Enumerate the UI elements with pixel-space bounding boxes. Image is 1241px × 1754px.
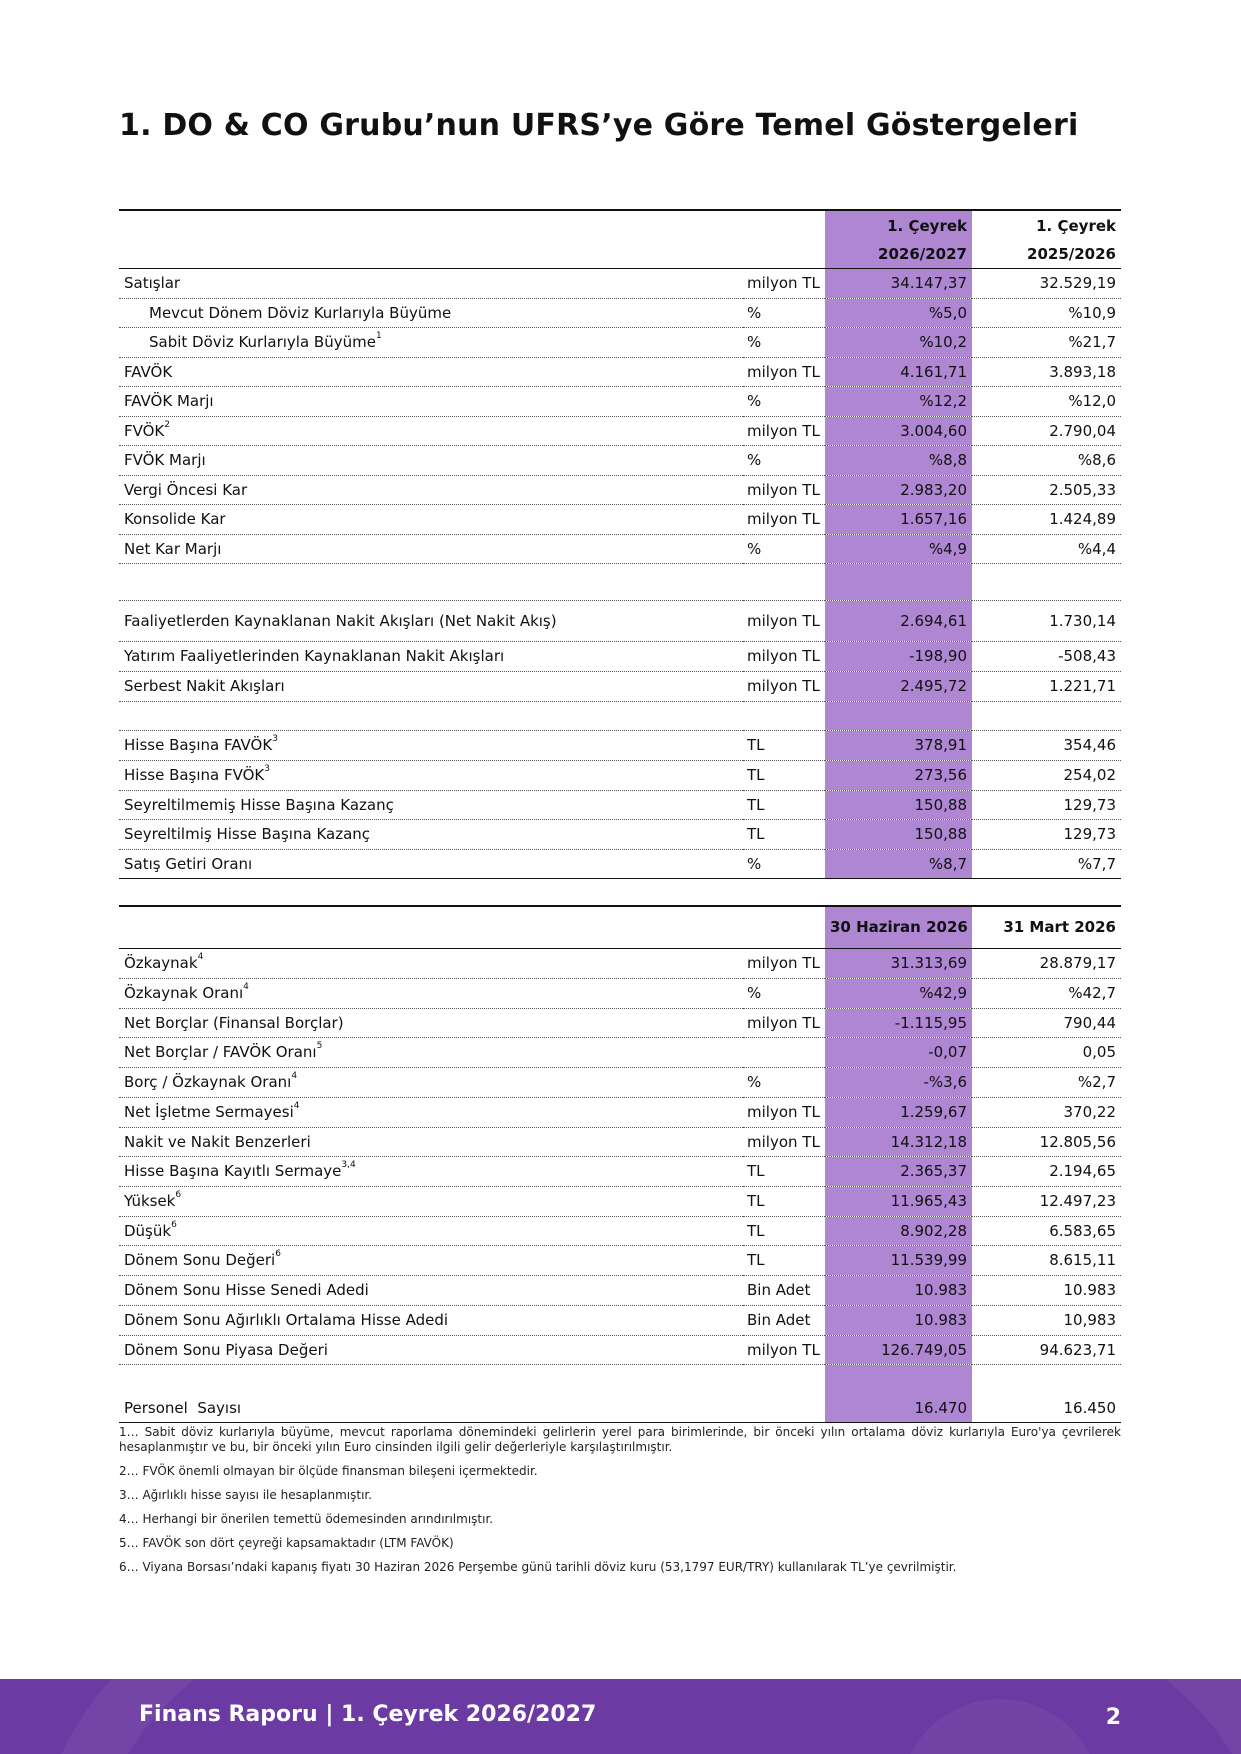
header-blank bbox=[119, 907, 743, 948]
row-label-text: Sabit Döviz Kurlarıyla Büyüme bbox=[149, 333, 376, 351]
row-current-value: %12,2 bbox=[825, 386, 972, 416]
row-current-value: 126.749,05 bbox=[825, 1335, 972, 1364]
row-unit: Bin Adet bbox=[743, 1275, 825, 1305]
footnote-marker: 4 bbox=[293, 1101, 300, 1111]
row-unit: % bbox=[743, 386, 825, 416]
spacer-cell bbox=[825, 1364, 972, 1394]
spacer-cell bbox=[119, 701, 743, 730]
row-label: Net Borçlar (Finansal Borçlar) bbox=[119, 1008, 743, 1037]
row-previous-value: 354,46 bbox=[972, 730, 1121, 760]
table-row bbox=[119, 1186, 1121, 1216]
spacer-row bbox=[119, 701, 1121, 730]
row-label: Dönem Sonu Hisse Senedi Adedi bbox=[119, 1275, 743, 1305]
table-row bbox=[119, 534, 1121, 563]
row-current-value: 31.313,69 bbox=[825, 948, 972, 978]
table-row bbox=[119, 1008, 1121, 1037]
table-row bbox=[119, 760, 1121, 790]
spacer-row bbox=[119, 563, 1121, 600]
row-current-value: %8,8 bbox=[825, 445, 972, 475]
row-unit: milyon TL bbox=[743, 475, 825, 504]
header-blank bbox=[743, 211, 825, 240]
table-row bbox=[119, 386, 1121, 416]
row-previous-value: 1.424,89 bbox=[972, 504, 1121, 534]
page-title: 1. DO & CO Grubu’nun UFRS’ye Göre Temel Göstergeleri bbox=[119, 108, 1079, 143]
row-previous-value: 129,73 bbox=[972, 819, 1121, 849]
row-previous-value: %4,4 bbox=[972, 534, 1121, 563]
table-row bbox=[119, 1305, 1121, 1335]
table-row bbox=[119, 978, 1121, 1008]
row-unit: TL bbox=[743, 1156, 825, 1186]
footer-title: Finans Raporu | 1. Çeyrek 2026/2027 bbox=[139, 1702, 597, 1727]
row-current-value: -0,07 bbox=[825, 1037, 972, 1067]
header-blank bbox=[119, 211, 743, 240]
row-unit: milyon TL bbox=[743, 1008, 825, 1037]
row-unit: % bbox=[743, 978, 825, 1008]
row-previous-value: %8,6 bbox=[972, 445, 1121, 475]
table-row bbox=[119, 475, 1121, 504]
row-label: Seyreltilmiş Hisse Başına Kazanç bbox=[119, 819, 743, 849]
header-current-line1: 1. Çeyrek bbox=[825, 211, 972, 240]
spacer-cell bbox=[825, 701, 972, 730]
row-label-text: Düşük bbox=[124, 1221, 172, 1240]
table-row bbox=[119, 504, 1121, 534]
row-unit: milyon TL bbox=[743, 641, 825, 671]
spacer-cell bbox=[743, 1364, 825, 1394]
row-current-value: 34.147,37 bbox=[825, 268, 972, 298]
row-previous-value: 12.805,56 bbox=[972, 1127, 1121, 1156]
row-current-value: 150,88 bbox=[825, 819, 972, 849]
row-unit bbox=[743, 1394, 825, 1422]
row-label: Konsolide Kar bbox=[119, 504, 743, 534]
row-unit: milyon TL bbox=[743, 416, 825, 445]
balance-indicators-table bbox=[119, 905, 1121, 1423]
table-row bbox=[119, 1067, 1121, 1097]
footnote-marker: 3,4 bbox=[341, 1160, 356, 1170]
row-current-value: 273,56 bbox=[825, 760, 972, 790]
row-label-text: Yüksek bbox=[124, 1192, 176, 1210]
footnote: 5… FAVÖK son dört çeyreği kapsamaktadır (LTM FAVÖK) bbox=[119, 1536, 454, 1550]
row-label bbox=[119, 978, 743, 1008]
row-current-value: 10.983 bbox=[825, 1305, 972, 1335]
row-label bbox=[119, 327, 743, 357]
row-unit: Bin Adet bbox=[743, 1305, 825, 1335]
row-unit: TL bbox=[743, 760, 825, 790]
row-label bbox=[119, 1156, 743, 1186]
row-label bbox=[119, 1097, 743, 1127]
row-label bbox=[119, 730, 743, 760]
row-previous-value: 94.623,71 bbox=[972, 1335, 1121, 1364]
table-row bbox=[119, 1245, 1121, 1275]
row-current-value: 14.312,18 bbox=[825, 1127, 972, 1156]
row-unit: % bbox=[743, 327, 825, 357]
table-row bbox=[119, 730, 1121, 760]
row-label bbox=[119, 1186, 743, 1216]
row-label-text: Özkaynak Oranı bbox=[124, 984, 244, 1002]
row-unit: milyon TL bbox=[743, 357, 825, 386]
row-unit: TL bbox=[743, 1186, 825, 1216]
row-current-value: 4.161,71 bbox=[825, 357, 972, 386]
spacer-cell bbox=[972, 701, 1121, 730]
row-label-text: Net İşletme Sermayesi bbox=[124, 1103, 294, 1121]
row-current-value: %10,2 bbox=[825, 327, 972, 357]
footnote-marker: 6 bbox=[175, 1190, 182, 1200]
table-row bbox=[119, 1097, 1121, 1127]
footnote-marker: 5 bbox=[316, 1041, 323, 1051]
row-unit: % bbox=[743, 849, 825, 878]
row-label-text: Özkaynak bbox=[124, 954, 198, 972]
table-row bbox=[119, 1394, 1121, 1422]
table-row bbox=[119, 357, 1121, 386]
row-previous-value: 3.893,18 bbox=[972, 357, 1121, 386]
row-previous-value: 0,05 bbox=[972, 1037, 1121, 1067]
row-label: Faaliyetlerden Kaynaklanan Nakit Akışları (Net Nakit Akış) bbox=[119, 600, 743, 641]
header-blank bbox=[743, 240, 825, 268]
table-row bbox=[119, 416, 1121, 445]
footnote: 1… Sabit döviz kurlarıyla büyüme, mevcut raporlama dönemindeki gelirlerin yerel para birimlerinde, bir önceki yılın ortalama döviz kurlarıyla Euro'ya çevrilerek hesaplanmıştır ve bu, bir önceki yılın Euro cinsinden ilgili gelir değerleriyle karşılaştırılmıştır. bbox=[119, 1425, 1121, 1454]
row-previous-value: 28.879,17 bbox=[972, 948, 1121, 978]
row-label: FAVÖK bbox=[119, 357, 743, 386]
row-label bbox=[119, 760, 743, 790]
table-row bbox=[119, 1127, 1121, 1156]
spacer-cell bbox=[972, 563, 1121, 600]
table-row bbox=[119, 1037, 1121, 1067]
spacer-cell bbox=[743, 701, 825, 730]
row-label-text: Hisse Başına Kayıtlı Sermaye bbox=[124, 1162, 342, 1180]
row-current-value: %4,9 bbox=[825, 534, 972, 563]
row-label bbox=[119, 416, 743, 445]
footnotes bbox=[119, 1425, 1121, 1584]
row-unit: TL bbox=[743, 790, 825, 819]
row-previous-value: 129,73 bbox=[972, 790, 1121, 819]
row-label: Nakit ve Nakit Benzerleri bbox=[119, 1127, 743, 1156]
table-row bbox=[119, 790, 1121, 819]
row-label: Dönem Sonu Piyasa Değeri bbox=[119, 1335, 743, 1364]
row-previous-value: 6.583,65 bbox=[972, 1216, 1121, 1245]
row-label: Dönem Sonu Ağırlıklı Ortalama Hisse Adedi bbox=[119, 1305, 743, 1335]
table-row bbox=[119, 268, 1121, 298]
row-previous-value: %2,7 bbox=[972, 1067, 1121, 1097]
row-current-value: 1.657,16 bbox=[825, 504, 972, 534]
row-unit: TL bbox=[743, 1216, 825, 1245]
row-previous-value: 1.221,71 bbox=[972, 671, 1121, 701]
row-label: Vergi Öncesi Kar bbox=[119, 475, 743, 504]
row-previous-value: %12,0 bbox=[972, 386, 1121, 416]
header-previous: 31 Mart 2026 bbox=[972, 907, 1121, 948]
table-row bbox=[119, 849, 1121, 878]
row-label: Serbest Nakit Akışları bbox=[119, 671, 743, 701]
table-row bbox=[119, 1156, 1121, 1186]
footnote-marker: 4 bbox=[243, 982, 249, 992]
row-current-value: 2.495,72 bbox=[825, 671, 972, 701]
row-label: Satış Getiri Oranı bbox=[119, 849, 743, 878]
row-label-text: Hisse Başına FVÖK bbox=[124, 766, 265, 784]
table-row bbox=[119, 600, 1121, 641]
row-unit: milyon TL bbox=[743, 1127, 825, 1156]
footnote: 3… Ağırlıklı hisse sayısı ile hesaplanmıştır. bbox=[119, 1488, 373, 1502]
row-label bbox=[119, 1067, 743, 1097]
row-current-value: 10.983 bbox=[825, 1275, 972, 1305]
spacer-cell bbox=[743, 563, 825, 600]
row-label-text: Dönem Sonu Değeri bbox=[124, 1251, 276, 1269]
row-previous-value: 1.730,14 bbox=[972, 600, 1121, 641]
footnote-marker: 2 bbox=[164, 419, 171, 430]
row-label: Yatırım Faaliyetlerinden Kaynaklanan Nakit Akışları bbox=[119, 641, 743, 671]
row-previous-value: 790,44 bbox=[972, 1008, 1121, 1037]
row-unit: TL bbox=[743, 730, 825, 760]
row-label bbox=[119, 1037, 743, 1067]
row-label: Personel Sayısı bbox=[119, 1394, 743, 1422]
row-current-value: %8,7 bbox=[825, 849, 972, 878]
table-row bbox=[119, 671, 1121, 701]
row-current-value: 2.983,20 bbox=[825, 475, 972, 504]
row-previous-value: %10,9 bbox=[972, 298, 1121, 327]
row-previous-value: 8.615,11 bbox=[972, 1245, 1121, 1275]
row-unit: milyon TL bbox=[743, 600, 825, 641]
row-current-value: 150,88 bbox=[825, 790, 972, 819]
row-previous-value: 2.194,65 bbox=[972, 1156, 1121, 1186]
row-current-value: 2.365,37 bbox=[825, 1156, 972, 1186]
row-label-text: Hisse Başına FAVÖK bbox=[124, 736, 273, 754]
footnote-marker: 4 bbox=[197, 952, 204, 962]
table-row bbox=[119, 327, 1121, 357]
row-previous-value: %42,7 bbox=[972, 978, 1121, 1008]
row-unit: TL bbox=[743, 819, 825, 849]
row-unit: TL bbox=[743, 1245, 825, 1275]
row-previous-value: 370,22 bbox=[972, 1097, 1121, 1127]
row-unit: milyon TL bbox=[743, 504, 825, 534]
row-previous-value: 32.529,19 bbox=[972, 268, 1121, 298]
row-previous-value: %7,7 bbox=[972, 849, 1121, 878]
table-row bbox=[119, 1335, 1121, 1364]
row-label: Net Kar Marjı bbox=[119, 534, 743, 563]
row-unit: milyon TL bbox=[743, 671, 825, 701]
row-previous-value: 10,983 bbox=[972, 1305, 1121, 1335]
spacer-cell bbox=[119, 1364, 743, 1394]
header-previous-line1: 1. Çeyrek bbox=[1036, 216, 1116, 235]
row-current-value: -198,90 bbox=[825, 641, 972, 671]
footnote-marker: 1 bbox=[375, 331, 382, 341]
row-unit: % bbox=[743, 1067, 825, 1097]
row-current-value: 11.539,99 bbox=[825, 1245, 972, 1275]
row-current-value: 3.004,60 bbox=[825, 416, 972, 445]
row-previous-value: 2.505,33 bbox=[972, 475, 1121, 504]
row-label: Satışlar bbox=[119, 268, 743, 298]
table-row bbox=[119, 445, 1121, 475]
row-previous-value: -508,43 bbox=[972, 641, 1121, 671]
row-current-value: 378,91 bbox=[825, 730, 972, 760]
table-row bbox=[119, 948, 1121, 978]
row-current-value: 11.965,43 bbox=[825, 1186, 972, 1216]
table-row bbox=[119, 298, 1121, 327]
spacer-row bbox=[119, 1364, 1121, 1394]
row-unit: % bbox=[743, 534, 825, 563]
table-row bbox=[119, 819, 1121, 849]
page-footer bbox=[0, 1679, 1241, 1754]
footnote-marker: 3 bbox=[264, 764, 271, 774]
header-previous-line2: 2025/2026 bbox=[972, 240, 1121, 268]
row-unit: % bbox=[743, 445, 825, 475]
row-current-value: %5,0 bbox=[825, 298, 972, 327]
row-label bbox=[119, 948, 743, 978]
row-previous-value: 16.450 bbox=[972, 1394, 1121, 1422]
header-blank bbox=[743, 907, 825, 948]
row-current-value: -1.115,95 bbox=[825, 1008, 972, 1037]
footnote-marker: 6 bbox=[171, 1219, 177, 1230]
row-current-value: 8.902,28 bbox=[825, 1216, 972, 1245]
page-number: 2 bbox=[1105, 1705, 1121, 1730]
row-label-text: Borç / Özkaynak Oranı bbox=[124, 1073, 292, 1091]
spacer-cell bbox=[972, 1364, 1121, 1394]
row-label-text: FVÖK bbox=[124, 421, 165, 440]
spacer-cell bbox=[119, 563, 743, 600]
row-previous-value: 2.790,04 bbox=[972, 416, 1121, 445]
row-label: FAVÖK Marjı bbox=[119, 386, 743, 416]
header-current: 30 Haziran 2026 bbox=[825, 907, 972, 948]
row-previous-value: 254,02 bbox=[972, 760, 1121, 790]
row-previous-value: 10.983 bbox=[972, 1275, 1121, 1305]
footnote-marker: 6 bbox=[275, 1249, 281, 1259]
row-unit: milyon TL bbox=[743, 268, 825, 298]
row-label: FVÖK Marjı bbox=[119, 445, 743, 475]
spacer-cell bbox=[825, 563, 972, 600]
row-label: Mevcut Dönem Döviz Kurlarıyla Büyüme bbox=[119, 298, 743, 327]
row-unit: milyon TL bbox=[743, 1335, 825, 1364]
footnote: 6… Viyana Borsası’ndaki kapanış fiyatı 30 Haziran 2026 Perşembe günü tarihli döviz kuru (53,1797 EUR/TRY) kullanılarak TL’ye çevrilmiştir. bbox=[119, 1560, 957, 1574]
row-label bbox=[119, 1216, 743, 1245]
table-row bbox=[119, 1216, 1121, 1245]
table-row bbox=[119, 641, 1121, 671]
row-current-value: -%3,6 bbox=[825, 1067, 972, 1097]
row-label: Seyreltilmemiş Hisse Başına Kazanç bbox=[119, 790, 743, 819]
row-previous-value: %21,7 bbox=[972, 327, 1121, 357]
footnote: 2… FVÖK önemli olmayan bir ölçüde finansman bileşeni içermektedir. bbox=[119, 1464, 538, 1478]
row-current-value: 16.470 bbox=[825, 1394, 972, 1422]
row-unit: milyon TL bbox=[743, 948, 825, 978]
header-current-line2: 2026/2027 bbox=[825, 240, 972, 268]
row-unit: % bbox=[743, 298, 825, 327]
footnote-marker: 3 bbox=[272, 734, 278, 744]
row-unit: milyon TL bbox=[743, 1097, 825, 1127]
table-row bbox=[119, 1275, 1121, 1305]
row-previous-value: 12.497,23 bbox=[972, 1186, 1121, 1216]
row-label bbox=[119, 1245, 743, 1275]
row-current-value: 1.259,67 bbox=[825, 1097, 972, 1127]
footnote-marker: 4 bbox=[291, 1071, 298, 1081]
row-current-value: 2.694,61 bbox=[825, 600, 972, 641]
row-label-text: Net Borçlar / FAVÖK Oranı bbox=[124, 1043, 317, 1061]
row-unit bbox=[743, 1037, 825, 1067]
header-blank bbox=[119, 240, 743, 268]
key-indicators-table bbox=[119, 209, 1121, 879]
row-current-value: %42,9 bbox=[825, 978, 972, 1008]
footnote: 4… Herhangi bir önerilen temettü ödemesinden arındırılmıştır. bbox=[119, 1512, 494, 1526]
